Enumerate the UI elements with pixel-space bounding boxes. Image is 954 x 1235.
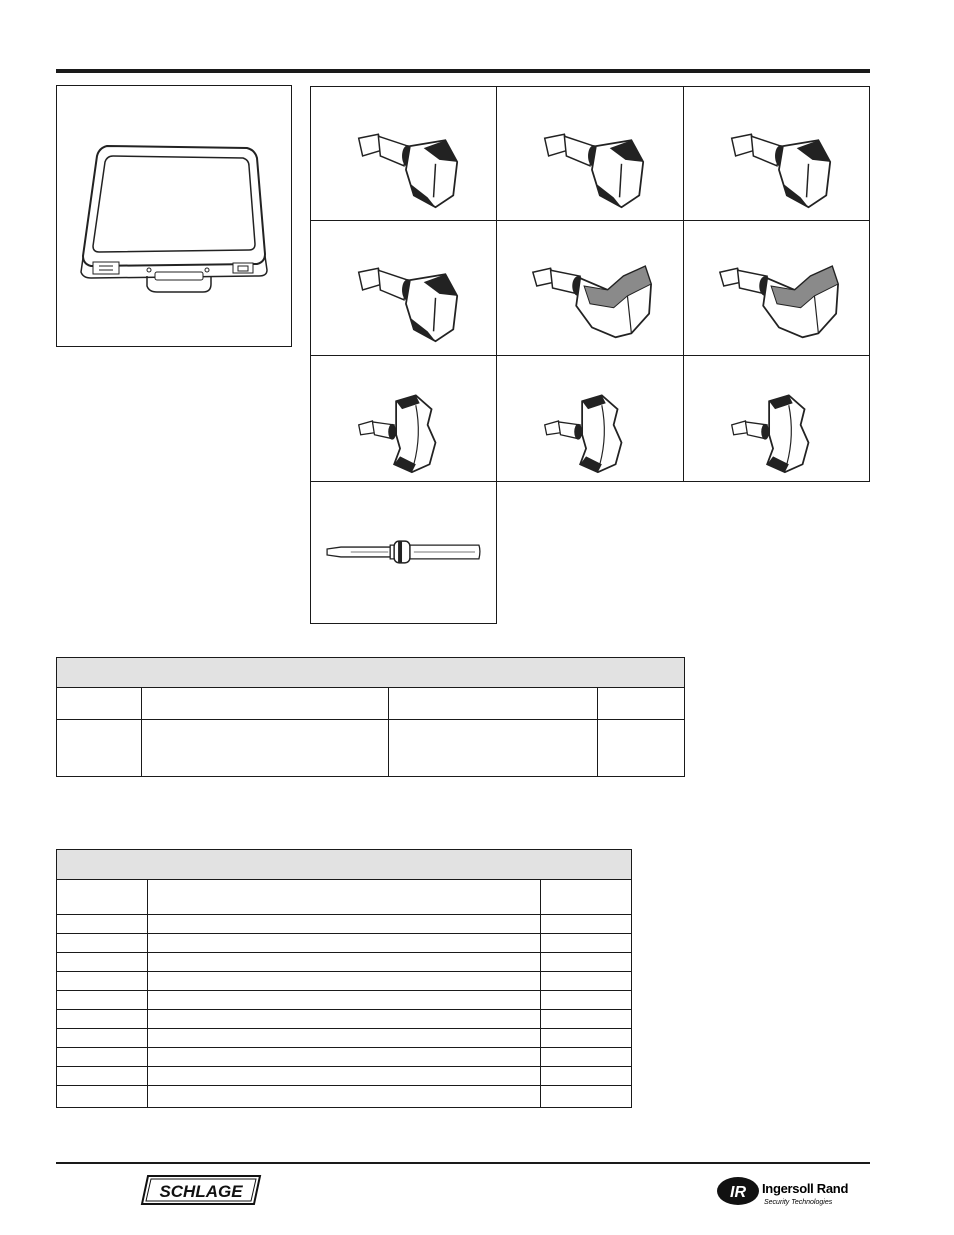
parts-table-2 bbox=[56, 849, 632, 1108]
schlage-logo bbox=[140, 1173, 262, 1207]
parts-table-1 bbox=[56, 657, 685, 777]
boring-bit-icon bbox=[311, 221, 496, 355]
case-icon bbox=[57, 86, 293, 348]
ir-logo-name: Ingersoll Rand bbox=[762, 1181, 849, 1196]
table1-header bbox=[57, 658, 685, 688]
boring-bit-4 bbox=[310, 220, 497, 356]
table-row bbox=[57, 972, 632, 991]
table1-col-2 bbox=[142, 688, 389, 720]
table-row bbox=[57, 1010, 632, 1029]
ir-logo-tagline: Security Technologies bbox=[764, 1199, 833, 1206]
pilot-drill bbox=[310, 481, 497, 624]
carrying-case-illustration bbox=[56, 85, 292, 347]
table1-cell bbox=[142, 720, 389, 777]
boring-bit-large-2 bbox=[683, 220, 870, 356]
table1-col-4 bbox=[598, 688, 685, 720]
table2-header bbox=[57, 850, 632, 880]
table2-col-3 bbox=[541, 880, 632, 915]
table-row bbox=[57, 991, 632, 1010]
table-row bbox=[57, 1067, 632, 1086]
boring-bit-3 bbox=[683, 86, 870, 221]
table1-col-1 bbox=[57, 688, 142, 720]
pilot-drill-icon bbox=[311, 482, 496, 623]
face-cutter-icon bbox=[684, 356, 869, 481]
boring-bit-icon bbox=[311, 87, 496, 220]
table-row bbox=[57, 934, 632, 953]
table-row bbox=[57, 1029, 632, 1048]
schlage-logo-text: SCHLAGE bbox=[159, 1182, 243, 1201]
table-row bbox=[57, 915, 632, 934]
table1-col-3 bbox=[389, 688, 598, 720]
table-row bbox=[57, 1048, 632, 1067]
boring-bit-icon bbox=[684, 87, 869, 220]
bottom-rule bbox=[56, 1162, 870, 1164]
boring-bit-icon bbox=[497, 87, 683, 220]
table-row bbox=[57, 953, 632, 972]
ir-mark-text: IR bbox=[730, 1184, 746, 1201]
boring-bit-2 bbox=[496, 86, 684, 221]
table1-cell bbox=[389, 720, 598, 777]
face-cutter-1 bbox=[310, 355, 497, 482]
boring-bit-1 bbox=[310, 86, 497, 221]
ir-mark-icon bbox=[716, 1175, 762, 1211]
ingersoll-rand-logo bbox=[716, 1175, 856, 1211]
table1-cell bbox=[598, 720, 685, 777]
large-bit-icon bbox=[497, 221, 683, 355]
table-row bbox=[57, 1086, 632, 1108]
face-cutter-icon bbox=[311, 356, 496, 481]
face-cutter-icon bbox=[497, 356, 683, 481]
face-cutter-2 bbox=[496, 355, 684, 482]
face-cutter-3 bbox=[683, 355, 870, 482]
table2-col-2 bbox=[148, 880, 541, 915]
large-bit-icon bbox=[684, 221, 869, 355]
bit-grid bbox=[310, 86, 870, 624]
boring-bit-large-1 bbox=[496, 220, 684, 356]
table2-col-1 bbox=[57, 880, 148, 915]
table1-cell bbox=[57, 720, 142, 777]
top-rule bbox=[56, 69, 870, 73]
